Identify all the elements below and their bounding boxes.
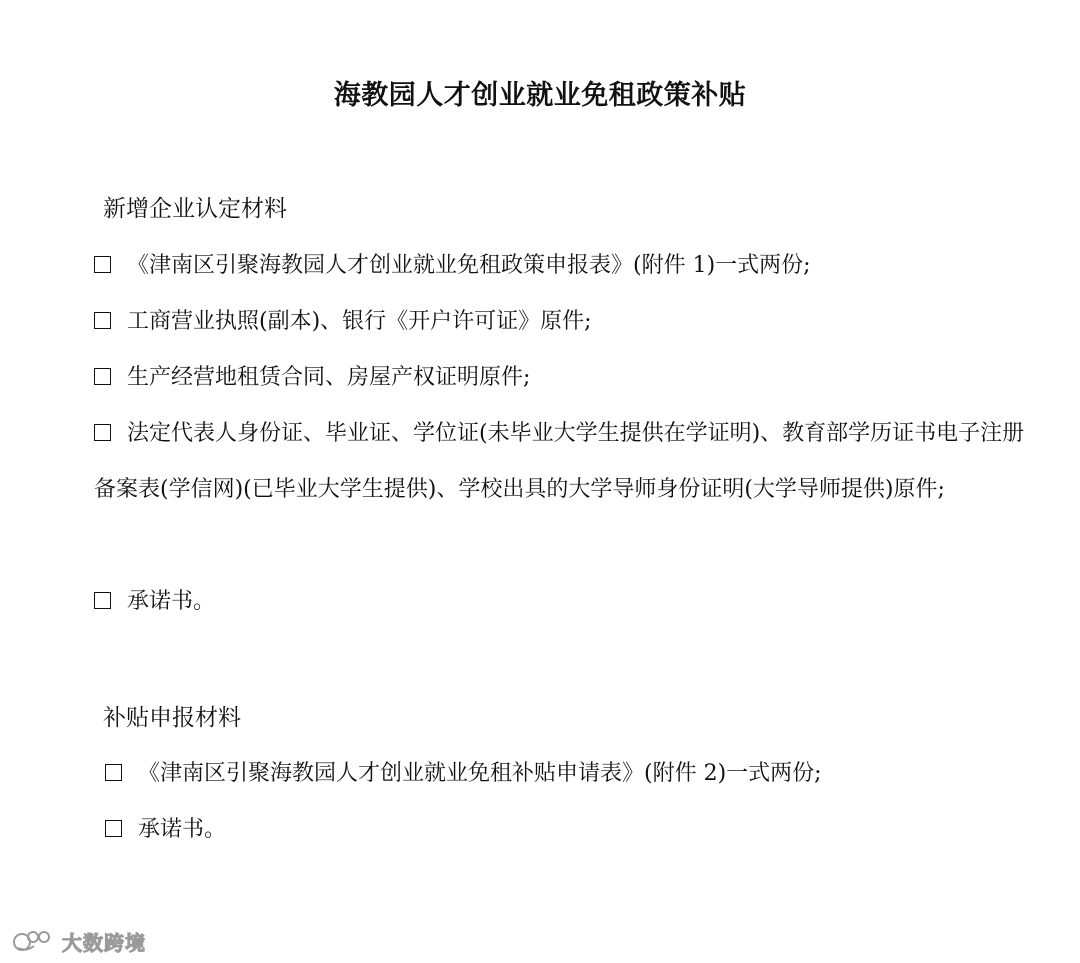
checkbox[interactable] xyxy=(105,764,122,781)
list-item xyxy=(94,406,1028,518)
list-item xyxy=(105,746,822,802)
checkbox[interactable] xyxy=(94,312,111,329)
document-title: 海教园人才创业就业免租政策补贴 xyxy=(333,80,747,111)
list-item xyxy=(105,802,226,858)
section-heading-new-enterprise: 新增企业认定材料 xyxy=(103,196,287,222)
list-item-text: 《津南区引聚海教园人才创业就业免租政策申报表》(附件 1)一式两份; xyxy=(127,253,811,278)
list-item xyxy=(94,574,215,630)
list-item xyxy=(94,350,530,406)
checkbox[interactable] xyxy=(94,592,111,609)
list-item-text: 《津南区引聚海教园人才创业就业免租补贴申请表》(附件 2)一式两份; xyxy=(138,761,822,786)
watermark-text: 大数跨境 xyxy=(62,930,146,955)
checkbox[interactable] xyxy=(94,368,111,385)
checkbox[interactable] xyxy=(105,820,122,837)
brand-logo-icon xyxy=(12,928,56,954)
list-item xyxy=(94,238,811,294)
section-heading-subsidy-application: 补贴申报材料 xyxy=(103,705,241,731)
list-item-text: 生产经营地租赁合同、房屋产权证明原件; xyxy=(127,365,531,390)
checkbox[interactable] xyxy=(94,256,111,273)
watermark xyxy=(12,926,146,956)
checkbox[interactable] xyxy=(94,424,111,441)
list-item-text: 承诺书。 xyxy=(138,817,227,842)
list-item-text: 法定代表人身份证、毕业证、学位证(未毕业大学生提供在学证明)、教育部学历证书电子注册备案表(学信网)(已毕业大学生提供)、学校出具的大学导师身份证明(大学导师提供)原件; xyxy=(94,421,1025,502)
list-item-text: 工商营业执照(副本)、银行《开户许可证》原件; xyxy=(127,309,592,334)
list-item xyxy=(94,294,592,350)
list-item-text: 承诺书。 xyxy=(127,589,216,614)
